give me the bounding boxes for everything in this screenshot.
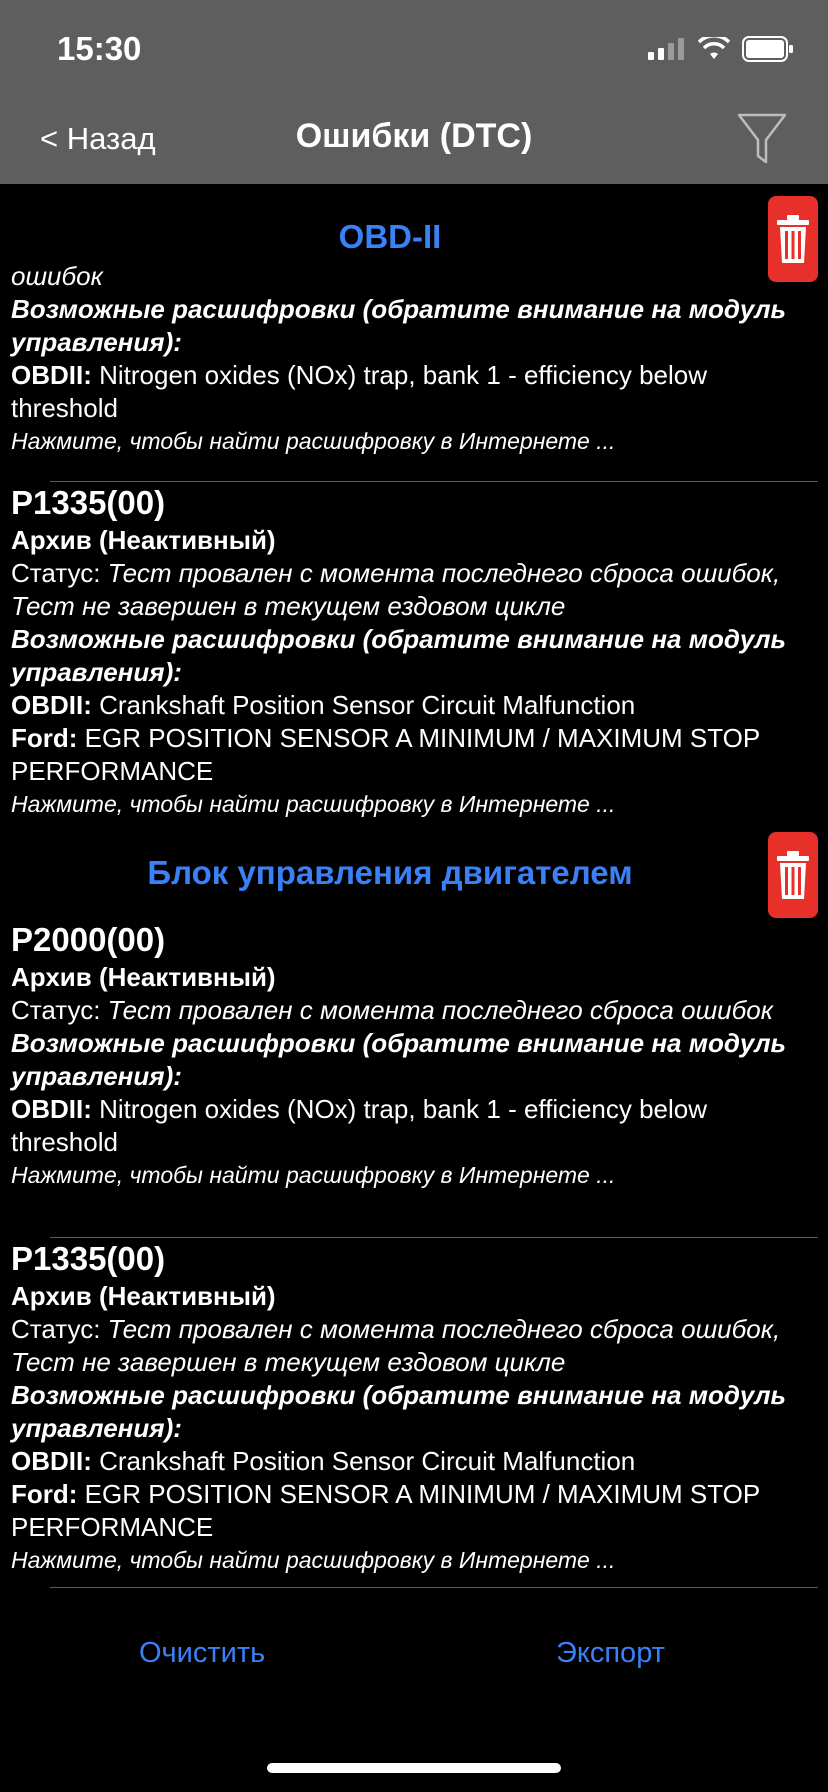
decode-label: Возможные расшифровки (обратите внимание на модуль управления): (11, 624, 786, 687)
dtc-code: P2000(00) (11, 921, 166, 958)
home-indicator[interactable] (267, 1763, 561, 1773)
decode-label: Возможные расшифровки (обратите внимание на модуль управления): (11, 1028, 786, 1091)
status-text: ошибок (11, 261, 103, 291)
search-hint-link[interactable]: Нажмите, чтобы найти расшифровку в Интернете ... (11, 428, 616, 454)
obd-label: OBDII: (11, 360, 92, 390)
block-title-engine: Блок управления двигателем (147, 854, 633, 891)
obd-label: OBDII: (11, 1446, 92, 1476)
dtc-entry[interactable] (11, 261, 811, 457)
trash-icon (776, 213, 810, 265)
obd-text: Nitrogen oxides (NOx) trap, bank 1 - efficiency below threshold (11, 1094, 708, 1157)
status-text: Тест провален с момента последнего сброса ошибок, Тест не завершен в текущем ездовом цикле (11, 1314, 781, 1377)
obd-decode (11, 1445, 811, 1478)
search-hint-link[interactable]: Нажмите, чтобы найти расшифровку в Интернете ... (11, 1547, 616, 1573)
ford-label: Ford: (11, 723, 78, 753)
obd-text: Crankshaft Position Sensor Circuit Malfunction (99, 690, 636, 720)
ford-text: EGR POSITION SENSOR A MINIMUM / MAXIMUM STOP PERFORMANCE (11, 1479, 760, 1542)
dtc-status (11, 557, 811, 623)
nav-header (0, 0, 828, 184)
dtc-code: P1335(00) (11, 484, 166, 521)
obd-decode (11, 689, 811, 722)
delete-block-button[interactable] (768, 832, 818, 918)
wifi-icon (698, 37, 730, 61)
search-hint-link[interactable]: Нажмите, чтобы найти расшифровку в Интернете ... (11, 791, 616, 817)
status-text: Тест провален с момента последнего сброса ошибок (107, 995, 773, 1025)
status-icons (648, 36, 794, 62)
dtc-list[interactable] (0, 184, 828, 1614)
divider (50, 481, 818, 482)
dtc-state: Архив (Неактивный) (11, 525, 276, 555)
obd-decode (11, 1093, 811, 1159)
ford-label: Ford: (11, 1479, 78, 1509)
status-label: Статус: (11, 558, 101, 588)
dtc-state: Архив (Неактивный) (11, 962, 276, 992)
dtc-status (11, 994, 811, 1027)
search-hint-link[interactable]: Нажмите, чтобы найти расшифровку в Интернете ... (11, 1162, 616, 1188)
ford-decode (11, 722, 811, 788)
dtc-entry[interactable] (11, 1240, 811, 1576)
obd-text: Crankshaft Position Sensor Circuit Malfunction (99, 1446, 636, 1476)
back-button[interactable]: < Назад (40, 121, 156, 156)
status-label: Статус: (11, 1314, 101, 1344)
filter-icon[interactable] (736, 110, 788, 166)
dtc-code: P1335(00) (11, 1240, 166, 1277)
dtc-entry[interactable] (11, 484, 811, 820)
block-title-obd2: OBD-II (338, 218, 442, 255)
page-title: Ошибки (DTC) (295, 117, 533, 155)
dtc-status (11, 1313, 811, 1379)
ford-decode (11, 1478, 811, 1544)
battery-icon (742, 36, 794, 62)
trash-icon (776, 849, 810, 901)
obd-text: Nitrogen oxides (NOx) trap, bank 1 - efficiency below threshold (11, 360, 708, 423)
decode-label: Возможные расшифровки (обратите внимание на модуль управления): (11, 1380, 786, 1443)
obd-label: OBDII: (11, 690, 92, 720)
dtc-entry[interactable] (11, 921, 811, 1191)
signal-icon (648, 38, 686, 60)
obd-decode (11, 359, 811, 425)
decode-label: Возможные расшифровки (обратите внимание на модуль управления): (11, 294, 786, 357)
status-text: Тест провален с момента последнего сброса ошибок, Тест не завершен в текущем ездовом цикле (11, 558, 781, 621)
status-label: Статус: (11, 995, 101, 1025)
clear-button[interactable]: Очистить (139, 1637, 266, 1669)
dtc-state: Архив (Неактивный) (11, 1281, 276, 1311)
ford-text: EGR POSITION SENSOR A MINIMUM / MAXIMUM STOP PERFORMANCE (11, 723, 760, 786)
export-button[interactable]: Экспорт (556, 1637, 665, 1669)
obd-label: OBDII: (11, 1094, 92, 1124)
divider (50, 1237, 818, 1238)
divider (50, 1587, 818, 1588)
status-time: 15:30 (57, 30, 142, 67)
